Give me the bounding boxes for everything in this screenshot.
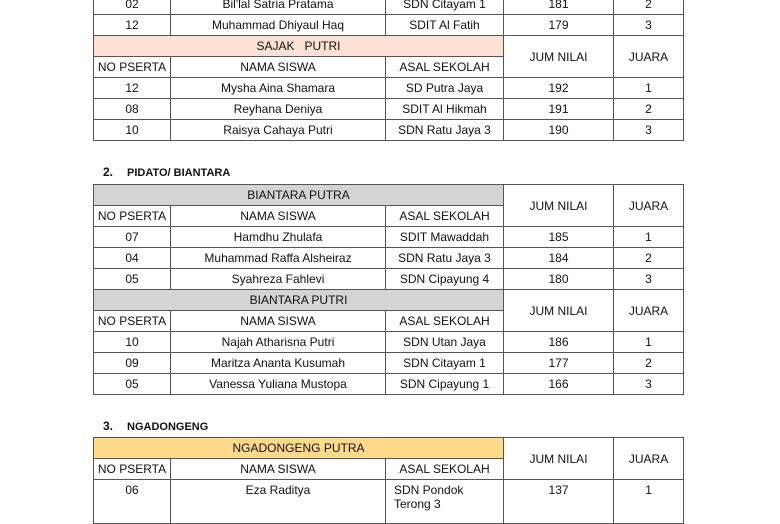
cell-nama: Mysha Aina Shamara (171, 78, 386, 99)
table-ngadongeng (93, 437, 684, 524)
cell-juara: 2 (614, 0, 684, 15)
group-title: BIANTARA PUTRI (94, 290, 504, 311)
cell-nilai: 184 (504, 248, 614, 269)
cell-nilai: 186 (504, 332, 614, 353)
cell-nama: Reyhana Deniya (171, 99, 386, 120)
cell-juara: 2 (614, 99, 684, 120)
group-header-row (94, 36, 684, 57)
cell-asal: SD Putra Jaya (386, 78, 504, 99)
column-header-jum-nilai: JUM NILAI (504, 290, 614, 332)
column-header-jum-nilai: JUM NILAI (504, 36, 614, 78)
section-title: PIDATO/ BIANTARA (127, 167, 231, 179)
group-header-row (94, 438, 684, 459)
cell-no: 04 (94, 248, 171, 269)
cell-nilai: 181 (504, 0, 614, 15)
column-header-juara: JUARA (614, 36, 684, 78)
cell-nama: Muhammad Raffa Alsheiraz (171, 248, 386, 269)
table-row (94, 227, 684, 248)
column-header-nama: NAMA SISWA (171, 206, 386, 227)
cell-juara: 1 (614, 332, 684, 353)
table-row (94, 248, 684, 269)
cell-juara: 1 (614, 480, 684, 524)
cell-juara: 1 (614, 227, 684, 248)
cell-nama: Bil'lal Satria Pratama (171, 0, 386, 15)
cell-juara: 3 (614, 269, 684, 290)
column-header-juara: JUARA (614, 290, 684, 332)
cell-nama: Maritza Ananta Kusumah (171, 353, 386, 374)
column-header-nama: NAMA SISWA (171, 311, 386, 332)
table-row (94, 353, 684, 374)
group-title: SAJAK PUTRI (94, 36, 504, 57)
cell-no: 09 (94, 353, 171, 374)
table-row (94, 332, 684, 353)
cell-nama: Raisya Cahaya Putri (171, 120, 386, 141)
cell-nama: Eza Raditya (171, 480, 386, 524)
cell-no: 10 (94, 120, 171, 141)
cell-asal: SDN Cipayung 1 (386, 374, 504, 395)
table-biantara (93, 184, 684, 395)
column-header-no: NO PSERTA (94, 206, 171, 227)
cell-nilai: 179 (504, 15, 614, 36)
cell-nama: Najah Atharisna Putri (171, 332, 386, 353)
cell-asal: SDN Ratu Jaya 3 (386, 120, 504, 141)
cell-juara: 1 (614, 78, 684, 99)
cell-nilai: 185 (504, 227, 614, 248)
cell-nilai: 180 (504, 269, 614, 290)
cell-asal: SDN Pondok Terong 3 (386, 480, 504, 524)
table-row (94, 0, 684, 15)
section-number: 2. (103, 165, 114, 179)
cell-nama: Syahreza Fahlevi (171, 269, 386, 290)
cell-juara: 2 (614, 353, 684, 374)
cell-juara: 2 (614, 248, 684, 269)
cell-asal: SDN Ratu Jaya 3 (386, 248, 504, 269)
group-title: NGADONGENG PUTRA (94, 438, 504, 459)
cell-nilai: 137 (504, 480, 614, 524)
column-header-jum-nilai: JUM NILAI (504, 185, 614, 227)
cell-nilai: 191 (504, 99, 614, 120)
cell-no: 12 (94, 78, 171, 99)
column-header-no: NO PSERTA (94, 459, 171, 480)
column-header-asal: ASAL SEKOLAH (386, 311, 504, 332)
cell-nilai: 190 (504, 120, 614, 141)
column-header-nama: NAMA SISWA (171, 57, 386, 78)
group-title: BIANTARA PUTRA (94, 185, 504, 206)
section-heading-ngadongeng (103, 419, 208, 433)
table-row (94, 15, 684, 36)
column-header-no: NO PSERTA (94, 57, 171, 78)
cell-asal: SDIT Al Hikmah (386, 99, 504, 120)
cell-nilai: 166 (504, 374, 614, 395)
column-header-no: NO PSERTA (94, 311, 171, 332)
column-header-asal: ASAL SEKOLAH (386, 459, 504, 480)
cell-juara: 3 (614, 374, 684, 395)
group-header-row (94, 185, 684, 206)
cell-nama: Hamdhu Zhulafa (171, 227, 386, 248)
column-header-juara: JUARA (614, 438, 684, 480)
cell-no: 08 (94, 99, 171, 120)
section-title: NGADONGENG (127, 421, 209, 433)
cell-no: 05 (94, 269, 171, 290)
section-heading-pidato (103, 165, 230, 179)
table-row (94, 78, 684, 99)
cell-nilai: 192 (504, 78, 614, 99)
column-header-jum-nilai: JUM NILAI (504, 438, 614, 480)
cell-asal: SDIT Al Fatih (386, 15, 504, 36)
table-row (94, 269, 684, 290)
group-header-row (94, 290, 684, 311)
cell-juara: 3 (614, 120, 684, 141)
cell-asal: SDN Utan Jaya (386, 332, 504, 353)
cell-no: 07 (94, 227, 171, 248)
cell-no: 05 (94, 374, 171, 395)
column-header-asal: ASAL SEKOLAH (386, 206, 504, 227)
section-number: 3. (103, 419, 114, 433)
cell-asal: SDN Citayam 1 (386, 0, 504, 15)
cell-asal: SDN Cipayung 4 (386, 269, 504, 290)
column-header-asal: ASAL SEKOLAH (386, 57, 504, 78)
cell-nilai: 177 (504, 353, 614, 374)
table-sajak (93, 0, 684, 141)
cell-asal: SDN Citayam 1 (386, 353, 504, 374)
cell-no: 06 (94, 480, 171, 524)
cell-no: 02 (94, 0, 171, 15)
column-header-juara: JUARA (614, 185, 684, 227)
cell-asal: SDIT Mawaddah (386, 227, 504, 248)
table-row (94, 120, 684, 141)
table-row (94, 480, 684, 524)
column-header-nama: NAMA SISWA (171, 459, 386, 480)
cell-nama: Muhammad Dhiyaul Haq (171, 15, 386, 36)
cell-no: 12 (94, 15, 171, 36)
cell-no: 10 (94, 332, 171, 353)
cell-juara: 3 (614, 15, 684, 36)
table-row (94, 374, 684, 395)
cell-nama: Vanessa Yuliana Mustopa (171, 374, 386, 395)
table-row (94, 99, 684, 120)
